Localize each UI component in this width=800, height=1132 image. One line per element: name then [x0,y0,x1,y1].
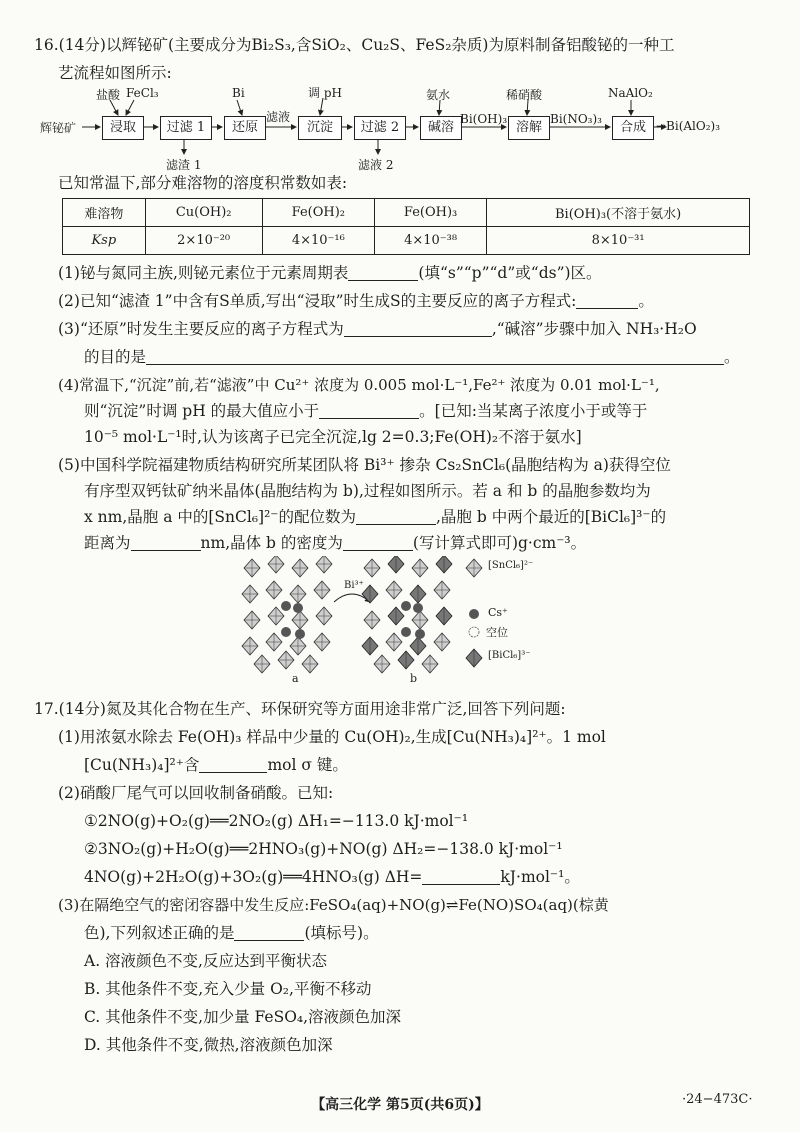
q16-part4: (4)常温下,“沉淀”前,若“滤液”中 Cu²⁺ 浓度为 0.005 mol·L⁻¹,Fe²⁺ 浓度为 0.01 mol·L⁻¹, [58,376,660,394]
flow-filtrate2: 滤液 2 [358,158,394,172]
q16-part1-text-b: (填“s”“p”“d”或“ds”)区。 [418,264,602,282]
q17-part3-line2 [84,922,379,944]
q17-option-a: A. 溶液颜色不变,反应达到平衡状态 [84,952,327,970]
flow-step-alkali: 碱溶 [420,116,462,140]
q16-part5-text-f: nm,晶体 b 的密度为 [200,534,343,552]
q17-option-d: D. 其他条件不变,微热,溶液颜色加深 [84,1036,333,1054]
q16-part5-line4 [84,532,586,554]
q16-part4-line2 [84,400,647,422]
answer-blank[interactable] [356,508,436,525]
q16-part2 [58,290,654,312]
flow-step-precipitate: 沉淀 [298,116,342,140]
table-cell: Ksp [63,227,146,255]
q16-part1-text: (1)铋与氮同主族,则铋元素位于元素周期表 [58,264,349,282]
legend-sncl6: [SnCl₆]²⁻ [488,560,534,571]
table-cell: 4×10⁻³⁸ [374,227,486,255]
q17-eq3-text-b: kJ·mol⁻¹。 [500,868,580,886]
flow-step-dissolve: 溶解 [508,116,550,140]
legend-cs: Cs⁺ [488,606,508,619]
answer-blank[interactable] [344,320,492,337]
q16-part5: (5)中国科学院福建物质结构研究所某团队将 Bi³⁺ 掺杂 Cs₂SnCl₆(晶胞结构为 a)获得空位 [58,456,671,474]
flow-step-filter2: 过滤 2 [354,116,406,140]
flow-reagent-fecl3: FeCl₃ [126,86,159,100]
flow-reagent-ammonia: 氨水 [426,88,451,102]
answer-blank[interactable] [131,534,201,551]
flow-residue1: 滤渣 1 [166,158,202,172]
q16-part5-text-c: x nm,晶胞 a 中的[SnCl₆]²⁻的配位数为 [84,508,356,526]
q17-part2: (2)硝酸厂尾气可以回收制备硝酸。已知: [58,784,334,802]
crystal-lattices [240,556,570,686]
legend-vacancy: 空位 [486,626,508,639]
q17-part3: (3)在隔绝空气的密闭容器中发生反应:FeSO₄(aq)+NO(g)⇌Fe(NO)SO₄(aq)(棕黄 [58,896,609,914]
flow-reagent-ph: 调 pH [308,86,342,100]
q17-part1-text-b: [Cu(NH₃)₄]²⁺含 [84,756,200,774]
crystal-label-a: a [292,672,299,685]
answer-blank[interactable] [319,402,419,419]
q16-part4-line3: 10⁻⁵ mol·L⁻¹时,认为该离子已完全沉淀,lg 2=0.3;Fe(OH)₂不溶于氨水] [84,428,582,446]
flow-step-reduce: 还原 [224,116,266,140]
q16-stem-line1: 16.(14分)以辉铋矿(主要成分为Bi₂S₃,含SiO₂、Cu₂S、FeS₂杂质)为原料制备铝酸铋的一种工 [34,36,675,54]
flow-step-synthesize: 合成 [612,116,654,140]
q17-part1: (1)用浓氨水除去 Fe(OH)₃ 样品中少量的 Cu(OH)₂,生成[Cu(NH₃)₄]²⁺。1 mol [58,728,606,746]
table-cell: 2×10⁻²⁰ [145,227,262,255]
q17-eq1: ①2NO(g)+O₂(g)══2NO₂(g) ΔH₁=−113.0 kJ·mol⁻¹ [84,812,469,830]
table-header: Fe(OH)₂ [262,199,374,227]
q17-eq3 [84,866,580,888]
crystal-a [242,556,332,673]
q17-part1-line2 [84,754,348,776]
flow-mid-biohm: Bi(OH)₃ [460,112,508,126]
answer-blank[interactable] [348,264,418,281]
process-flow-diagram [40,86,780,176]
q16-part3-text-b: ,“碱溶”步骤中加入 NH₃·H₂O [491,320,697,338]
table-header: Bi(OH)₃(不溶于氨水) [487,199,750,227]
answer-blank[interactable] [343,534,413,551]
crystal-structure-figure [240,556,570,686]
q16-part2-end: 。 [638,292,654,310]
flow-reagent-naalo2: NaAlO₂ [608,86,653,100]
q17-eq2: ②3NO₂(g)+H₂O(g)══2HNO₃(g)+NO(g) ΔH₂=−138.0 kJ·mol⁻¹ [84,840,563,858]
flow-reagent-hno3: 稀硝酸 [506,88,543,102]
q17-part3-text-b: 色),下列叙述正确的是 [84,924,235,942]
q16-part3-text-c: 的目的是 [84,348,147,366]
flow-product: →Bi(AlO₂)₃ [656,119,721,133]
q16-part2-text: (2)已知“滤渣 1”中含有S单质,写出“浸取”时生成S的主要反应的离子方程式: [58,292,577,310]
crystal-arrow-label: Bi³⁺ [344,580,364,591]
answer-blank[interactable] [576,292,638,309]
q17-eq3-text: 4NO(g)+2H₂O(g)+3O₂(g)══4HNO₃(g) ΔH= [84,868,423,886]
q16-part5-text-g: (写计算式即可)g·cm⁻³。 [412,534,587,552]
q17-part3-text-c: (填标号)。 [304,924,379,942]
q16-part4-text-b: 则“沉淀”时调 pH 的最大值应小于 [84,402,320,420]
crystal-label-b: b [410,672,418,685]
table-header: 难溶物 [63,199,146,227]
legend-bicl6: [BiCl₆]³⁻ [488,650,531,661]
table-row [63,199,750,227]
flow-step-filter1: 过滤 1 [160,116,212,140]
q16-part3-end: 。 [724,348,740,366]
exam-code: ·24−473C· [682,1092,753,1107]
ksp-table [62,198,750,255]
table-header: Cu(OH)₂ [145,199,262,227]
flow-reagent-bi: Bi [232,86,245,100]
answer-blank[interactable] [199,756,267,773]
table-header: Fe(OH)₃ [374,199,486,227]
q16-part5-line3 [84,506,666,528]
q16-part5-line2: 有序型双钙钛矿纳米晶体(晶胞结构为 b),过程如图所示。若 a 和 b 的晶胞参数均为 [84,482,651,500]
q16-part4-text-c: 。[已知:当某离子浓度小于或等于 [419,402,648,420]
flow-mid-bino3: Bi(NO₃)₃ [550,112,602,126]
flow-reagent-acid: 盐酸 [96,88,121,102]
q16-part1 [58,262,602,284]
flow-filtrate: 滤液 [266,110,291,124]
table-cell: 8×10⁻³¹ [487,227,750,255]
q16-part5-text-d: ,晶胞 b 中两个最近的[BiCl₆]³⁻的 [436,508,667,526]
answer-blank[interactable] [422,868,500,885]
page-footer: 【高三化学 第5页(共6页)】 [311,1097,489,1113]
q17-part1-text-c: mol σ 键。 [267,756,348,774]
answer-blank[interactable] [146,348,724,365]
q16-stem-line2: 艺流程如图所示: [58,64,172,82]
crystal-b [362,556,452,673]
q16-part3-text: (3)“还原”时发生主要反应的离子方程式为 [58,320,344,338]
ksp-table-intro: 已知常温下,部分难溶物的溶度积常数如表: [58,174,348,192]
answer-blank[interactable] [234,924,304,941]
table-row [63,227,750,255]
q17-stem: 17.(14分)氮及其化合物在生产、环保研究等方面用途非常广泛,回答下列问题: [34,700,566,718]
q16-part3 [58,318,697,340]
q17-option-b: B. 其他条件不变,充入少量 O₂,平衡不移动 [84,980,372,998]
table-cell: 4×10⁻¹⁶ [262,227,374,255]
flow-step-leach: 浸取 [102,116,144,140]
q16-part3-line2 [84,346,740,368]
flow-start: 辉铋矿 [40,121,77,135]
q16-part5-text-e: 距离为 [84,534,131,552]
q17-option-c: C. 其他条件不变,加少量 FeSO₄,溶液颜色加深 [84,1008,402,1026]
